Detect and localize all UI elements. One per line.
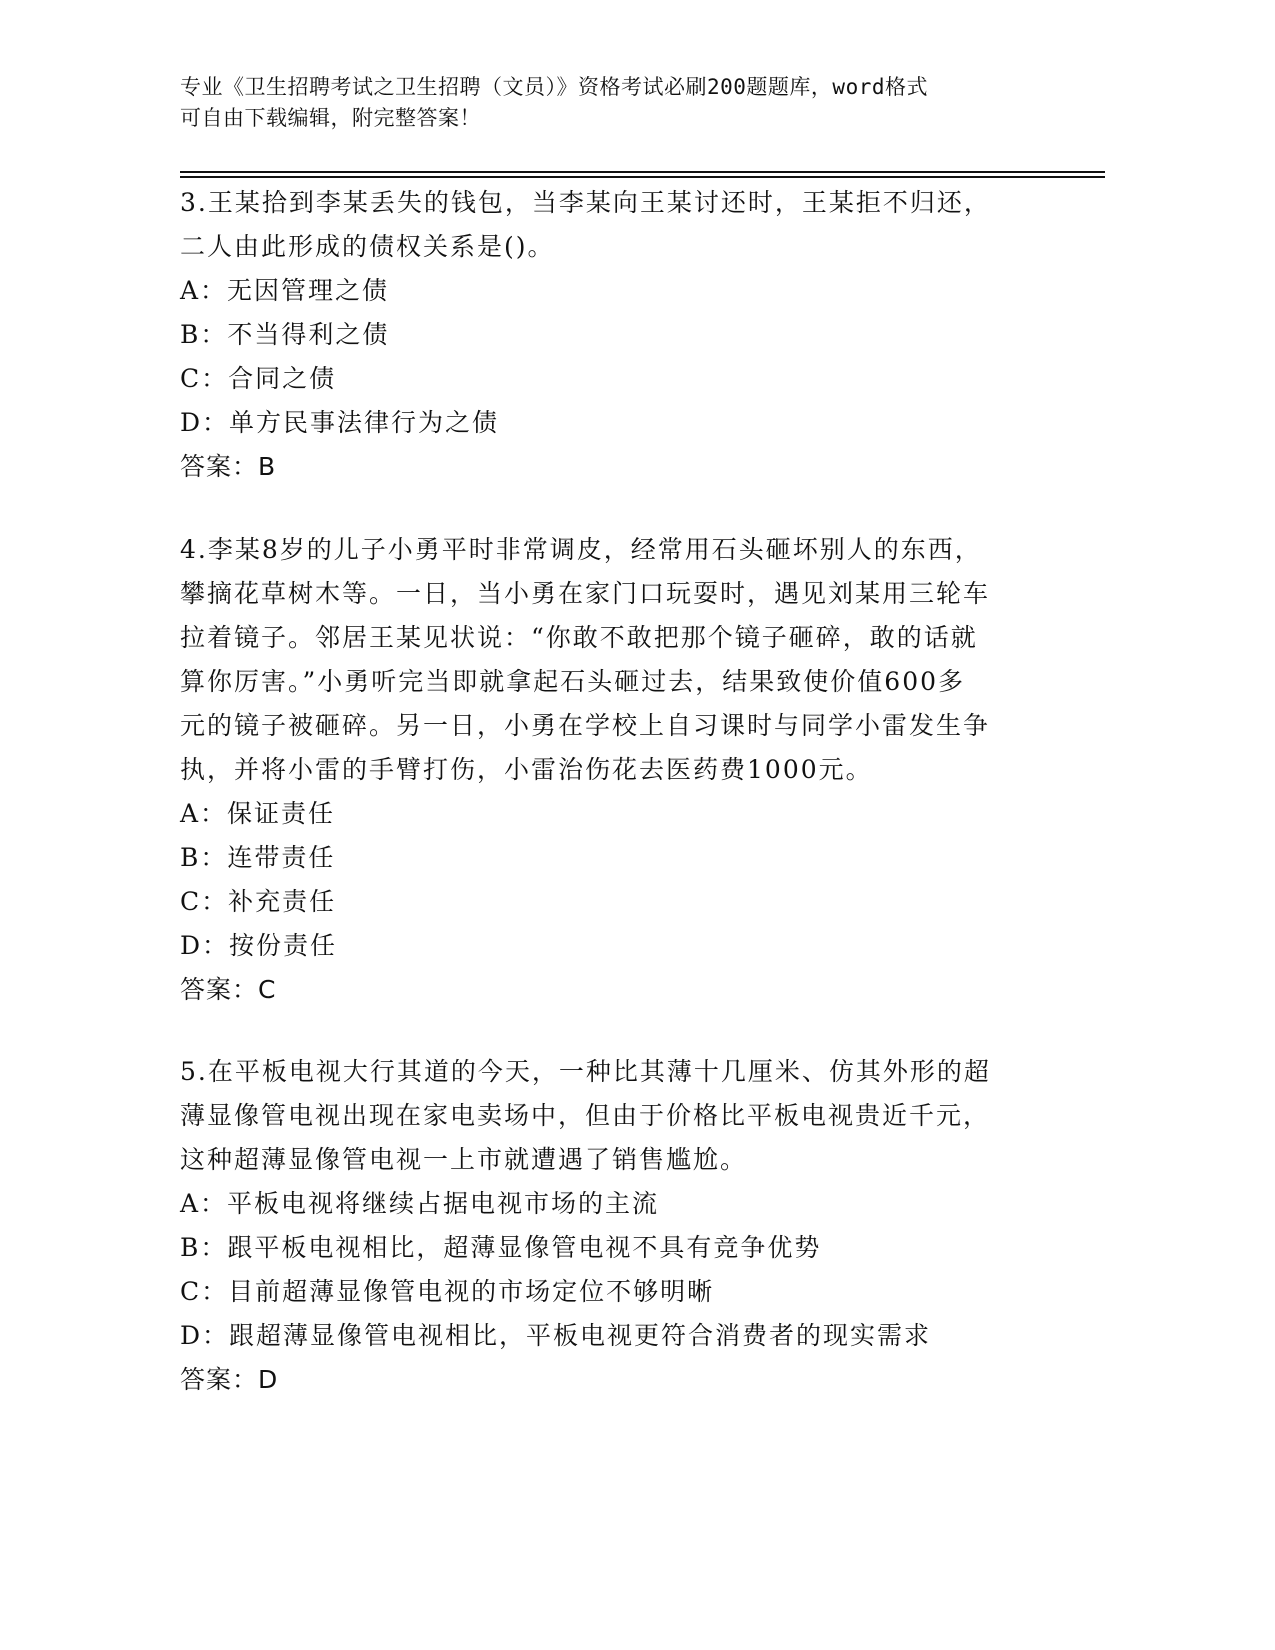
option-a: A：保证责任 xyxy=(180,799,336,828)
stem-line: 元的镜子被砸碎。另一日，小勇在学校上自习课时与同学小雷发生争 xyxy=(180,711,991,740)
stem-line: 执，并将小雷的手臂打伤，小雷治伤花去医药费1000元。 xyxy=(180,755,873,784)
stem-line: 二人由此形成的债权关系是()。 xyxy=(180,232,555,261)
stem-line: 算你厉害。”小勇听完当即就拿起石头砸过去，结果致使价值600多 xyxy=(180,667,966,696)
stem-line: 薄显像管电视出现在家电卖场中，但由于价格比平板电视贵近千元， xyxy=(180,1101,991,1130)
header-divider-top xyxy=(180,171,1105,173)
question-4 xyxy=(180,528,1030,1012)
option-b: B：连带责任 xyxy=(180,843,336,872)
stem-line: 4.李某8岁的儿子小勇平时非常调皮，经常用石头砸坏别人的东西， xyxy=(180,535,982,564)
stem-line: 5.在平板电视大行其道的今天，一种比其薄十几厘米、仿其外形的超 xyxy=(180,1057,991,1086)
answer-line: 答案：B xyxy=(180,452,277,481)
header-divider-bottom xyxy=(180,176,1105,178)
option-c: C：合同之债 xyxy=(180,364,337,393)
option-a: A：平板电视将继续占据电视市场的主流 xyxy=(180,1189,660,1218)
option-d: D：单方民事法律行为之债 xyxy=(180,408,500,437)
option-a: A：无因管理之债 xyxy=(180,276,390,305)
option-c: C：补充责任 xyxy=(180,887,337,916)
question-5 xyxy=(180,1050,1030,1402)
answer-line: 答案：C xyxy=(180,975,277,1004)
header-line-2: 可自由下载编辑，附完整答案！ xyxy=(180,106,481,130)
question-stem xyxy=(180,1050,1030,1182)
question-stem xyxy=(180,181,1030,269)
document-header xyxy=(180,72,1040,134)
stem-line: 拉着镜子。邻居王某见状说：“你敢不敢把那个镜子砸碎，敢的话就 xyxy=(180,623,978,652)
header-line-1: 专业《卫生招聘考试之卫生招聘（文员）》资格考试必刷200题题库，word格式 xyxy=(180,75,928,99)
question-3 xyxy=(180,181,1030,489)
option-b: B：跟平板电视相比，超薄显像管电视不具有竞争优势 xyxy=(180,1233,822,1262)
option-c: C：目前超薄显像管电视的市场定位不够明晰 xyxy=(180,1277,715,1306)
option-d: D：按份责任 xyxy=(180,931,338,960)
stem-line: 攀摘花草树木等。一日，当小勇在家门口玩耍时，遇见刘某用三轮车 xyxy=(180,579,991,608)
stem-line: 3.王某拾到李某丢失的钱包，当李某向王某讨还时，王某拒不归还， xyxy=(180,188,991,217)
question-stem xyxy=(180,528,1030,792)
option-d: D：跟超薄显像管电视相比，平板电视更符合消费者的现实需求 xyxy=(180,1321,932,1350)
stem-line: 这种超薄显像管电视一上市就遭遇了销售尴尬。 xyxy=(180,1145,748,1174)
answer-line: 答案：D xyxy=(180,1365,279,1394)
option-b: B：不当得利之债 xyxy=(180,320,390,349)
